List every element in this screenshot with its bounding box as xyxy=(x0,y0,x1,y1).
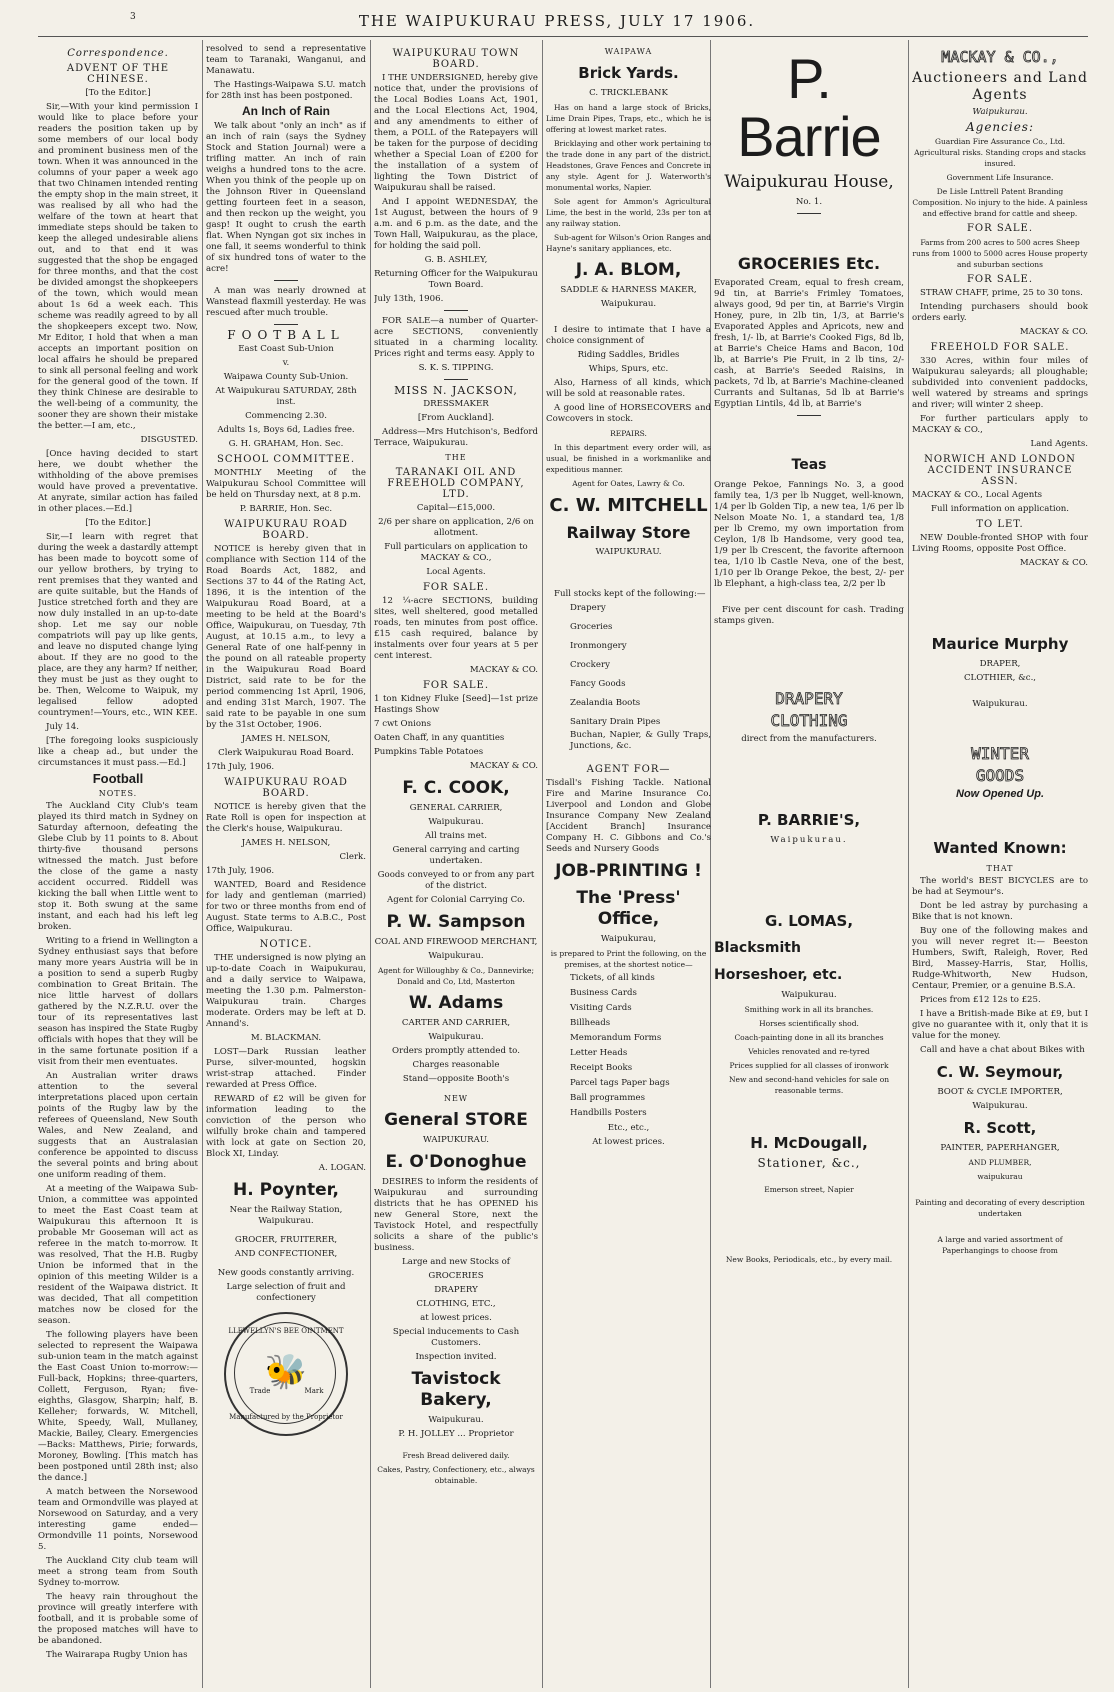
seal-right-text: Mark xyxy=(304,1387,324,1395)
wanted-heading: Wanted Known: xyxy=(933,839,1067,857)
separator xyxy=(274,280,298,281)
spacer xyxy=(714,877,904,905)
ad-line: Orders promptly attended to. xyxy=(392,1046,520,1056)
list-item: Receipt Books xyxy=(570,1063,633,1073)
notice-text: MONTHLY Meeting of the Waipukurau School Committee will be held on Thursday next, at 8 p.m. xyxy=(206,468,366,500)
spacer xyxy=(912,572,1088,600)
list-item: Letter Heads xyxy=(570,1048,628,1058)
ad-line: Waipukurau. xyxy=(428,1032,484,1042)
ad-line: Address—Mrs Hutchison's, Bedford Terrace, Waipukurau. xyxy=(374,427,538,448)
poynter-heading: H. Poynter, xyxy=(233,1180,339,1200)
page-number: 3 xyxy=(130,12,136,22)
opened-heading: Now Opened Up. xyxy=(956,788,1044,800)
editor-note: [Once having decided to start here, we doubt whether the withholding of the above premises would have proved a preventative. At anyrate, similar action has failed in other places.—Ed.] xyxy=(38,449,198,514)
list-item: Fancy Goods xyxy=(570,679,626,689)
sale-heading: FOR SALE. xyxy=(422,582,490,593)
list-item: Crockery xyxy=(570,660,610,670)
column-1 xyxy=(38,44,198,1684)
clothing-heading: CLOTHING xyxy=(770,711,848,730)
ad-line: Capital—£15,000. xyxy=(416,503,496,513)
blom-heading: J. A. BLOM, xyxy=(575,260,682,280)
seal-top-text: LLEWELLYN'S BEE OINTMENT xyxy=(228,1327,344,1335)
spacer xyxy=(912,687,1088,699)
spacer xyxy=(714,630,904,658)
notice-date: July 13th, 1906. xyxy=(374,294,444,304)
ad-line: Waipukurau, xyxy=(600,934,657,944)
spacer xyxy=(714,1172,904,1184)
ad-line: Farms from 200 acres to 500 acres Sheep runs from 1000 to 5000 acres House property and suburban sections xyxy=(912,238,1088,269)
ad-line: Waipukurau. xyxy=(972,1101,1028,1111)
ad-line: Inspection invited. xyxy=(415,1352,497,1362)
masthead: THE WAIPUKURAU PRESS, JULY 17 1906. xyxy=(358,12,756,30)
blacksmith-heading: Blacksmith xyxy=(714,940,801,956)
ad-text: Full stocks kept of the following:— xyxy=(554,589,706,599)
ad-line: Commencing 2.30. xyxy=(245,411,327,421)
notice-signature: Clerk Waipukurau Road Board. xyxy=(218,748,354,758)
spacer xyxy=(714,776,904,804)
column-5 xyxy=(714,44,904,1684)
rain-heading: An Inch of Rain xyxy=(242,104,330,118)
notice-signature: Returning Officer for the Waipukurau Town Board. xyxy=(374,269,538,290)
ad-text: Has on hand a large stock of Bricks, Lime Drain Pipes, Traps, etc., which he is offering at lowest market rates. xyxy=(546,103,711,134)
ad-line: Charges reasonable xyxy=(412,1060,500,1070)
ad-text: Call and have a chat about Bikes with xyxy=(920,1045,1085,1055)
list-item: Handbills Posters xyxy=(570,1108,647,1118)
article-paragraph: The Wairarapa Rugby Union has xyxy=(46,1650,188,1660)
section-heading: Correspondence. xyxy=(67,48,169,59)
ad-line: General carrying and carting undertaken. xyxy=(392,845,520,866)
separator xyxy=(797,213,821,214)
ad-line: BOOT & CYCLE IMPORTER, xyxy=(937,1087,1063,1097)
article-paragraph: We talk about "only an inch" as if an inch of rain (says the Sydney Stock and Station Journal) were a trifling matter. An inch of rain weighs a hundred tons to the acre. When you think of the people up on the Johnson River in Queensland getting fourteen feet in a season, and then reckon up the weight, you gasp! It ought to crush the earth flat. When Nyngan got six inches in one fall, it seems wonderful to think of six hundred tons of water to the acre! xyxy=(206,121,366,274)
groceries-heading: GROCERIES Etc. xyxy=(737,254,881,273)
notice-heading: SCHOOL COMMITTEE. xyxy=(216,454,356,465)
ad-signature: MACKAY & CO. xyxy=(469,761,538,771)
ad-signature: MACKAY & CO. xyxy=(1019,558,1088,568)
list-item: Business Cards xyxy=(570,988,637,998)
ad-line: Smithing work in all its branches. xyxy=(744,1005,874,1014)
sale-heading: FOR SALE. xyxy=(422,680,490,691)
agent-heading: AGENT FOR— xyxy=(586,764,671,775)
column-2 xyxy=(206,44,366,1684)
spacer xyxy=(714,658,904,686)
odonoghue-heading: E. O'Donoghue xyxy=(385,1152,527,1172)
bee-ointment-seal xyxy=(224,1312,348,1436)
reward-ad: REWARD of £2 will be given for information leading to the conviction of the person who wilfully broke chain and tampered with lock at gate on Section 20, Block XI, Linday. xyxy=(206,1094,366,1159)
agencies-heading: Agencies: xyxy=(965,120,1035,134)
ad-line: REPAIRS. xyxy=(610,429,647,438)
ad-line: Prices supplied for all classes of ironwork xyxy=(729,1061,889,1070)
spacer xyxy=(546,561,711,589)
mitchell-heading: C. W. MITCHELL xyxy=(549,495,708,516)
separator xyxy=(797,415,821,416)
house-heading: Waipukurau House, xyxy=(724,172,894,192)
ad-line: Stand—opposite Booth's xyxy=(402,1074,510,1084)
ad-text: Sole agent for Ammon's Agricultural Lime, the best in the world, 23s per ton at any railway station. xyxy=(546,197,711,228)
waipawa-label: WAIPAWA xyxy=(604,47,653,56)
list-item: Tickets, of all kinds xyxy=(570,973,655,983)
ad-line: Waipukurau. xyxy=(972,699,1028,709)
ad-line: v. xyxy=(282,358,290,368)
wanted-ad: WANTED, Board and Residence for lady and gentleman (married) for two or three months from end of August. State terms to A.B.C., Post Office, Waipukurau. xyxy=(206,880,366,934)
seal-bottom-text: Manufactured by the Proprietor xyxy=(229,1413,343,1421)
ad-text: The world's BEST BICYCLES are to be had at Seymour's. xyxy=(912,876,1088,897)
letter-paragraph: Sir,—I learn with regret that during the week a dastardly attempt has been made to boycott some of our yellow brothers, by trying to rent premises that they wanted and are quite suitable, but the Hands of Justice stretched forth and they are now duly installed in an up-to-date shop. Let me say our noble compatriots will pay up like gents, and leave no disputed change lying about. If they are no good to the place, are they any harm? If neither, they must be just as they ought to be. Then, Welcome to Waipuk, my legalised fellow adopted countrymen!—Yours, etc., WIN KEE. xyxy=(38,532,198,718)
ad-line: AND CONFECTIONER, xyxy=(234,1249,338,1259)
ad-line: Government Life Insurance. xyxy=(946,173,1054,182)
ad-line: Local Agents. xyxy=(426,567,486,577)
job-printing-heading: JOB-PRINTING ! xyxy=(555,861,702,881)
notice-signature: JAMES H. NELSON, xyxy=(241,734,331,744)
ad-line: No. 1. xyxy=(795,197,823,207)
ad-line: WAIPUKURAU. xyxy=(422,1135,490,1145)
football-heading: Football xyxy=(92,771,144,786)
column-divider xyxy=(908,40,909,1688)
seymour-heading: C. W. Seymour, xyxy=(936,1063,1064,1081)
oil-heading: TARANAKI OIL AND FREEHOLD COMPANY, LTD. xyxy=(387,467,525,500)
ad-text: Dont be led astray by purchasing a Bike that is not known. xyxy=(912,901,1088,922)
ad-text: Also, Harness of all kinds, which will be sold at reasonable rates. xyxy=(546,378,711,399)
new-label: NEW xyxy=(443,1094,469,1103)
ad-line: Waipukurau. xyxy=(428,1415,484,1425)
ad-line: AND PLUMBER, xyxy=(968,1158,1032,1167)
sale-heading: FREEHOLD FOR SALE. xyxy=(930,342,1070,353)
ad-line: Waipukurau. xyxy=(770,835,848,845)
sale-heading: FOR SALE. xyxy=(966,274,1034,285)
ad-line: All trains met. xyxy=(425,831,487,841)
ad-line: SADDLE & HARNESS MAKER, xyxy=(560,285,697,295)
article-title: ADVENT OF THE CHINESE. xyxy=(66,63,170,85)
article-paragraph: The Hastings-Waipawa S.U. match for 28th inst has been postponed. xyxy=(206,80,366,101)
let-heading: TO LET. xyxy=(976,519,1024,530)
ad-line: Painting and decorating of every description undertaken xyxy=(915,1198,1085,1218)
letter-paragraph: Sir,—With your kind permission I would like to place before your readers the position taken up by some members of our local body and prominent business men of the town. When it was announced in the columns of your paper a week ago that two Chinamen intended renting the empty shop in the main street, it was realised by all who had the welfare of the town at heart that immediate steps should be taken to keep the alleged undesirable aliens out, and to that end it was suggested that the shop be engaged for three months, and that the cost be divided amongst the shopkeepers of the town, which would mean about 1s 6d a week each. This scheme was readily agreed to by all the shopkeepers except two. Now, Mr Editor, I hold that when a man accepts an important position on local affairs he should be prepared to sink all personal feeling and work for the general good of the town. If they think Chinese are desirable to the well-being of a community, the sooner they are shown their mistake the better.—I am, etc., xyxy=(38,102,198,431)
ad-line: At lowest prices. xyxy=(592,1137,665,1147)
ad-line: East Coast Sub-Union xyxy=(238,344,334,354)
notice-signature: M. BLACKMAN. xyxy=(250,1033,322,1043)
ad-line: CLOTHING, ETC., xyxy=(416,1299,496,1309)
column-divider xyxy=(542,40,543,1688)
ad-line: direct from the manufacturers. xyxy=(741,734,877,744)
ad-text: Prices from £12 12s to £25. xyxy=(920,995,1041,1005)
article-paragraph: The Auckland City club team will meet a strong team from South Sydney to-morrow. xyxy=(38,1556,198,1588)
horseshoer-heading: Horseshoer, etc. xyxy=(714,967,843,983)
ad-line: Large and new Stocks of xyxy=(402,1257,510,1267)
list-item: Ball programmes xyxy=(570,1093,645,1103)
sampson-heading: P. W. Sampson xyxy=(386,912,526,932)
mcdougall-heading: H. McDougall, xyxy=(750,1134,868,1152)
ad-text: A good line of HORSECOVERS and Cowcovers in stock. xyxy=(546,403,711,424)
notice-signature: A. LOGAN. xyxy=(318,1163,366,1173)
teas-heading: Teas xyxy=(791,457,827,473)
ad-line: New and second-hand vehicles for sale on reasonable terms. xyxy=(728,1075,890,1095)
ad-line: at lowest prices. xyxy=(420,1313,492,1323)
article-paragraph: A match between the Norsewood team and Ormondville was played at Norsewood on Saturday, and a very interesting game ended—Ormondville 11 points, Norsewood 5. xyxy=(38,1487,198,1552)
article-paragraph: resolved to send a representative team to Taranaki, Wanganui, and Manawatu. xyxy=(206,44,366,76)
lost-ad: LOST—Dark Russian leather Purse, silver-mounted, hogskin wrist-strap attached. Finder rewarded at Press Office. xyxy=(206,1047,366,1090)
ad-signature: MACKAY & CO. xyxy=(1019,327,1088,337)
ad-line: Pumpkins Table Potatoes xyxy=(374,747,484,757)
spacer xyxy=(714,593,904,605)
ad-line: PAINTER, PAPERHANGER, xyxy=(940,1143,1060,1153)
article-paragraph: The Auckland City Club's team played its third match in Sydney on Saturday afternoon, defeating the Glebe Club by 11 points to 8. About thirty-five thousand persons witnessed the match. Just before the close of the game a nasty accident occurred. Riddell was kicking the ball when Little went to stop it. Both swung at the same instant, and each had his left leg broken. xyxy=(38,801,198,932)
sale-ad: 12 ¼-acre SECTIONS, building sites, well sheltered, good metalled roads, ten minutes from post office. £15 cash required, balance by instalments over four years at 5 per cent interest. xyxy=(374,596,538,661)
adams-heading: W. Adams xyxy=(408,993,504,1013)
ad-line: Waipukurau. xyxy=(600,299,657,309)
brick-heading: Brick Yards. xyxy=(578,64,679,82)
ad-line: Agent for Colonial Carrying Co. xyxy=(387,895,525,905)
ad-text: Bricklaying and other work pertaining to the trade done in any part of the district. Headstones, Grave Fences and Concrete in any style. Agent for J. Waterworth's monumental works, Napier. xyxy=(546,139,711,192)
scott-heading: R. Scott, xyxy=(963,1119,1037,1137)
ad-line: Whips, Spurs, etc. xyxy=(588,364,669,374)
store-heading: General STORE xyxy=(384,1110,528,1130)
ad-text: I have a British-made Bike at £9, but I give no guarantee with it, only that it is value for the money. xyxy=(912,1009,1088,1041)
ad-text: Sub-agent for Wilson's Orion Ranges and Hayne's sanitary appliances, etc. xyxy=(546,233,711,253)
ad-line: Riding Saddles, Bridles xyxy=(577,350,680,360)
column-divider xyxy=(370,40,371,1688)
article-paragraph: An Australian writer draws attention to the several interpretations placed upon certain points of the Rugby law by the referees of Queensland, New South Wales, and New Zealand, and suggests that an Australasian conference be appointed to discuss the several points and bring about one uniform reading of them. xyxy=(38,1071,198,1180)
ad-line: COAL AND FIREWOOD MERCHANT, xyxy=(374,937,538,947)
jackson-heading: MISS N. JACKSON, xyxy=(394,384,518,397)
list-item: Ironmongery xyxy=(570,641,627,651)
ad-text: STRAW CHAFF, prime, 25 to 30 tons. xyxy=(920,288,1083,298)
column-divider xyxy=(202,40,203,1688)
date-line: July 14. xyxy=(46,722,79,732)
ad-line: Cakes, Pastry, Confectionery, etc., always obtainable. xyxy=(377,1465,535,1485)
salutation: [To the Editor.] xyxy=(85,88,151,98)
ad-line: CLOTHIER, &c., xyxy=(963,673,1037,683)
ad-signature: Land Agents. xyxy=(1030,439,1088,449)
salutation: [To the Editor.] xyxy=(85,518,151,528)
auctioneers-heading: Auctioneers and Land Agents xyxy=(912,70,1088,103)
ad-text: 330 Acres, within four miles of Waipukurau saleyards; all ploughable; subdivided into convenient paddocks, well watered by streams and springs and river; will winter 2 sheep. xyxy=(912,356,1088,410)
ad-line: Fresh Bread delivered daily. xyxy=(402,1451,510,1460)
list-item: Groceries xyxy=(570,622,613,632)
masthead-rule xyxy=(38,36,1088,37)
ad-line: 2/6 per share on application, 2/6 on allotment. xyxy=(378,517,534,538)
ad-line: Special inducements to Cash Customers. xyxy=(392,1327,520,1348)
notice-heading: NOTICE. xyxy=(259,939,313,950)
notice-signature: G. B. ASHLEY, xyxy=(424,255,488,265)
ad-line: Vehicles renovated and re-tyred xyxy=(748,1047,870,1056)
ad-line: De Lisle Lnttrell Patent Branding Composition. No injury to the hide. A painless and effective brand for cattle and sheep. xyxy=(912,187,1088,218)
article-paragraph: A man was nearly drowned at Wanstead flaxmill yesterday. He was rescued after much trouble. xyxy=(206,286,366,318)
notice-heading: WAIPUKURAU ROAD BOARD. xyxy=(224,519,348,541)
railway-heading: Railway Store xyxy=(566,523,691,542)
spacer xyxy=(714,1226,904,1254)
ad-line: Coach-painting done in all its branches xyxy=(734,1033,884,1042)
ad-line: Agent for Oates, Lawry & Co. xyxy=(572,479,685,488)
notice-text: THE undersigned is now plying an up-to-date Coach in Waipukurau, and a daily service to Waipawa, meeting the 1.30 p.m. Palmerston-Waipukurau train. Charges moderate. Orders may be left at D. Annand's. xyxy=(206,953,366,1029)
notice-text: NOTICE is hereby given that in compliance with Section 114 of the Road Boards Act, 1882, and Sections 37 to 44 of the Rating Act, 1896, it is the intention of the Waipukurau Road Board, at a meeting to be held at the Board's Office, Waipukurau, on Tuesday, 7th August, at 10.15 a.m., to levy a General Rate of one half-penny in the pound on all rateable property in the Waipukurau Road Board District, said rate to be for the period commencing 1st April, 1906, and ending 31st March, 1907. The said rate to be payable in one sum by the 31st October, 1906. xyxy=(206,544,366,730)
notice-heading: WAIPUKURAU TOWN BOARD. xyxy=(392,48,520,70)
barrie-heading: P. Barrie xyxy=(737,47,881,168)
ad-text: DESIRES to inform the residents of Waipukurau and surrounding districts that he has OPENED his new General Store, next the Tavistock Hotel, and respectfully solicits a share of the public's business. xyxy=(374,1177,538,1253)
ad-line: waipukurau xyxy=(977,1172,1023,1181)
notice-signature: Clerk. xyxy=(339,852,366,862)
ad-line: New goods constantly arriving. xyxy=(217,1268,355,1278)
column-6 xyxy=(912,44,1088,1684)
ad-line: Adults 1s, Boys 6d, Ladies free. xyxy=(217,425,355,435)
ad-line: Guardian Fire Assurance Co., Ltd. Agricultural risks. Standing crops and stacks insured. xyxy=(914,137,1086,168)
ad-signature: MACKAY & CO. xyxy=(469,665,538,675)
that-label: THAT xyxy=(986,864,1014,873)
ad-line: Horses scientifically shod. xyxy=(759,1019,859,1028)
ad-line: DRAPERY xyxy=(434,1285,478,1295)
ad-line: Oaten Chaff, in any quantities xyxy=(374,733,505,743)
winter-heading: WINTER xyxy=(971,744,1029,763)
ad-line: G. H. GRAHAM, Hon. Sec. xyxy=(228,439,344,449)
ad-line: Agent for Willoughby & Co., Dannevirke; Donald and Co, Ltd, Masterton xyxy=(378,966,534,986)
notice-signature: JAMES H. NELSON, xyxy=(241,838,331,848)
spacer xyxy=(546,313,711,325)
ad-line: [From Auckland]. xyxy=(417,413,495,423)
notice-date: 17th July, 1906. xyxy=(206,762,275,772)
notes-heading: NOTES. xyxy=(98,789,138,798)
notice-text: NOTICE is hereby given that the Rate Roll is open for inspection at the Clerk's house, Waipukurau. xyxy=(206,802,366,834)
article-paragraph: The heavy rain throughout the province will greatly interfere with football, and it is probable some of the proposed matches will have to be abandoned. xyxy=(38,1592,198,1646)
ad-text: NEW Double-fronted SHOP with four Living Rooms, opposite Post Office. xyxy=(912,533,1088,554)
article-paragraph: The following players have been selected to represent the Waipawa sub-union team in the match against the East Coast Union to-morrow:—Full-back, Hopkins; three-quarters, Collett, Ferguson, Ryan; five-eighths, Glasgow, Sharpin; half, B. Kelleher; forwards, W. Mitchell, White, Speedy, Wall, Mullaney, Mackie, Bailey, Cleary. Emergencies—Backs: Matthews, Pirie; forwards, Moroney, Bowling. [This match has been postponed until 28th inst; also the dance.] xyxy=(38,1330,198,1483)
editor-note: [The foregoing looks suspiciously like a cheap ad., but under the circumstances it must pass.—Ed.] xyxy=(38,736,198,768)
murphy-heading: Maurice Murphy xyxy=(931,635,1069,653)
lomas-heading: G. LOMAS, xyxy=(764,912,854,930)
column-4 xyxy=(546,44,711,1684)
bee-icon: 🐝 xyxy=(264,1352,308,1392)
seal-left-text: Trade xyxy=(249,1387,271,1395)
separator xyxy=(444,379,468,380)
ad-line: Large selection of fruit and confectionery xyxy=(226,1282,346,1303)
article-paragraph: Writing to a friend in Wellington a Sydney enthusiast says that before many more years Austria will be in a position to send a superb Rugby combination to Great Britain. The nice little harvest of dollars gathered by the N.Z.R.U. over the tour of its representatives last season has inspired the State Rugby officials with hopes that they will be in the same fortunate position if a visit from their men eventuates. xyxy=(38,936,198,1067)
column-3 xyxy=(374,44,538,1684)
spacer xyxy=(714,421,904,449)
ad-line: Waipukurau. xyxy=(428,817,484,827)
ad-line: is prepared to Print the following, on the premises, at the shortest notice— xyxy=(550,949,707,969)
ad-signature: S. K. S. TIPPING. xyxy=(418,363,494,373)
separator xyxy=(274,324,298,325)
press-office-heading: The 'Press' Office, xyxy=(576,888,681,929)
ad-line: Etc., etc., xyxy=(607,1123,650,1133)
ad-text: In this department every order will, as usual, be finished in a workmanlike and expeditious manner. xyxy=(546,443,711,474)
notice-date: 17th July, 1906. xyxy=(206,866,275,876)
ad-line: DRESSMAKER xyxy=(423,399,489,409)
notice-text: And I appoint WEDNESDAY, the 1st August, between the hours of 9 a.m. and 6 p.m. as the date, and the Town Hall, Waipukurau, as the place, for holding the said poll. xyxy=(374,197,538,251)
ad-line: Near the Railway Station, Waipukurau. xyxy=(229,1205,343,1226)
ad-line: Waipukurau. xyxy=(428,951,484,961)
notice-signature: P. BARRIE, Hon. Sec. xyxy=(239,504,333,514)
spacer xyxy=(714,1099,904,1127)
cook-heading: F. C. COOK, xyxy=(402,778,510,798)
list-item: Buchan, Napier, & Gully Traps, Junctions, &c. xyxy=(570,730,711,751)
spacer xyxy=(912,713,1088,741)
list-item: Parcel tags Paper bags xyxy=(570,1078,670,1088)
ad-line: 1 ton Kidney Fluke [Seed]—1st prize Hastings Show xyxy=(374,694,538,715)
ad-line: C. TRICKLEBANK xyxy=(589,88,668,98)
list-item: Visiting Cards xyxy=(570,1003,632,1013)
ad-text: I desire to intimate that I have a choice consignment of xyxy=(546,325,711,346)
tavistock-heading: Tavistock Bakery, xyxy=(411,1369,501,1410)
spacer xyxy=(714,1198,904,1226)
sale-heading: FOR SALE. xyxy=(966,223,1034,234)
ad-line: At Waipukurau SATURDAY, 28th inst. xyxy=(215,386,357,407)
ad-line: Waipukurau. xyxy=(781,990,837,1000)
list-item: Memorandum Forms xyxy=(570,1033,662,1043)
separator xyxy=(444,310,468,311)
ad-line: Full information on application. xyxy=(930,504,1070,514)
ad-line: GROCER, FRUITERER, xyxy=(234,1235,338,1245)
ad-line: DRAPER, xyxy=(979,659,1021,669)
ad-line: Emerson street, Napier xyxy=(764,1185,854,1194)
ad-line: Goods conveyed to or from any part of the district. xyxy=(377,870,535,891)
price-list: Orange Pekoe, Fannings No. 3, a good family tea, 1/3 per lb Nugget, well-known, 1/4 per lb Golden Tip, a new tea, 1/6 per lb Nelson Moate No. 1, a standard tea, 1/8 per lb Cremo, my own importation from Ceylon, 1/8 lb Handsome, very good tea, 1/9 per lb Crescent, the favorite afternoon tea, 1/10 lb Castle Neva, one of the best, 1/10 per lb Orange Pekoe, the best, 2/- per lb Elephant, a high-class tea, 2/2 per lb xyxy=(714,480,904,589)
article-paragraph: At a meeting of the Waipawa Sub-Union, a committee was appointed to meet the East Coast team at Waipukurau this afternoon It is probable Mr Gooseman will act as referee in the match to-morrow. It was resolved, That the H.B. Rugby Union be informed that in the opinion of this meeting Wilder is a resident of the Waipawa district. It was decided, That all competition matches now be closed for the season. xyxy=(38,1184,198,1326)
goods-heading: GOODS xyxy=(975,766,1025,785)
ad-line: CARTER AND CARRIER, xyxy=(401,1018,511,1028)
mackay-heading: MACKAY & CO., xyxy=(941,48,1059,66)
list-item: Billheads xyxy=(570,1018,611,1028)
ad-line: Waipawa County Sub-Union. xyxy=(223,372,349,382)
ad-text: Five per cent discount for cash. Trading stamps given. xyxy=(714,605,904,626)
ad-line: P. H. JOLLEY ... Proprietor xyxy=(398,1429,514,1439)
oil-heading-pre: THE xyxy=(445,453,467,462)
ad-line: GROCERIES xyxy=(428,1271,484,1281)
spacer xyxy=(912,600,1088,628)
insurance-heading: NORWICH AND LONDON ACCIDENT INSURANCE ASSN. xyxy=(924,454,1076,487)
ad-line: New Books, Periodicals, etc., by every mail. xyxy=(725,1255,893,1264)
ad-line: Waipukurau. xyxy=(972,107,1028,117)
football-ad-heading: FOOTBALL xyxy=(227,328,345,342)
ad-line: GENERAL CARRIER, xyxy=(409,803,503,813)
list-item: Drapery xyxy=(570,603,606,613)
stationer-heading: Stationer, &c., xyxy=(757,1156,861,1170)
spacer xyxy=(714,849,904,877)
price-list: Evaporated Cream, equal to fresh cream, 9d tin, at Barrie's Frimley Tomatoes, always good, 9d per tin, at Barrie's Virgin Honey, pure, in 2lb tin, 1/3, at Barrie's Evaporated Apples and Apricots, new and fresh, 1/- lb, at Barrie's Cooked Figs, 8d lb, at Barrie's Cheice Hams and Bacon, 10d lb, at Barrie's Pie Fruit, in 2 lb tins, 2/- cash, at Barrie's Seeded Raisins, in packets, 7d lb, at Barrie's Machine-cleaned Currants and Sultanas, 5d lb at Barrie's Egyptian Lintils, 4d lb, at Barrie's xyxy=(714,278,904,409)
spacer xyxy=(912,804,1088,832)
ad-text: For further particulars apply to MACKAY & CO., xyxy=(912,414,1088,435)
spacer xyxy=(714,219,904,247)
ad-line: WAIPUKURAU. xyxy=(595,547,662,557)
spacer xyxy=(912,1185,1088,1197)
notice-text: I THE UNDERSIGNED, hereby give notice that, under the provisions of the Local Bodies Loans Act, 1901, and the Local Elections Act, 1904, and any amendments to either of them, a POLL of the Ratepayers will be taken for the purpose of deciding whether a Special Loan of £200 for the installation of a system of lighting the Town District of Waipukurau shall be raised. xyxy=(374,73,538,193)
signature: DISGUSTED. xyxy=(140,435,198,445)
ad-text: Tisdall's Fishing Tackle. National Fire and Marine Insurance Co. Liverpool and London and Globe Insurance Company New Zealand [Accident Branch] Insurance Company H. C. Gibbons and Co.'s Seeds and Nursery Goods xyxy=(546,778,711,854)
list-item: Sanitary Drain Pipes xyxy=(570,717,661,727)
ad-line: A large and varied assortment of Paperhangings to choose from xyxy=(937,1235,1063,1255)
ad-line: Full particulars on application to MACKAY & CO., xyxy=(384,542,528,563)
spacer xyxy=(912,1222,1088,1234)
list-item: Zealandia Boots xyxy=(570,698,641,708)
ad-text: MACKAY & CO., Local Agents xyxy=(912,490,1043,500)
sale-ad: FOR SALE—a number of Quarter-acre SECTIONS, conveniently situated in a charming locality. Prices right and terms easy. Apply to xyxy=(374,316,538,359)
ad-text: Buy one of the following makes and you will never regret it:— Beeston Humbers, Swift, Raleigh, Rover, Red Bird, Massey-Harris, Star, Hollis, Rudge-Whitworth, New Hudson, Centaur, Premier, or a genuine B.S.A. xyxy=(912,926,1088,991)
barries-heading: P. BARRIE'S, xyxy=(757,811,861,829)
ad-text: Intending purchasers should book orders early. xyxy=(912,302,1088,323)
notice-heading: WAIPUKURAU ROAD BOARD. xyxy=(224,777,348,799)
ad-line: 7 cwt Onions xyxy=(374,719,432,729)
spacer xyxy=(714,748,904,776)
drapery-heading: DRAPERY xyxy=(775,689,843,708)
